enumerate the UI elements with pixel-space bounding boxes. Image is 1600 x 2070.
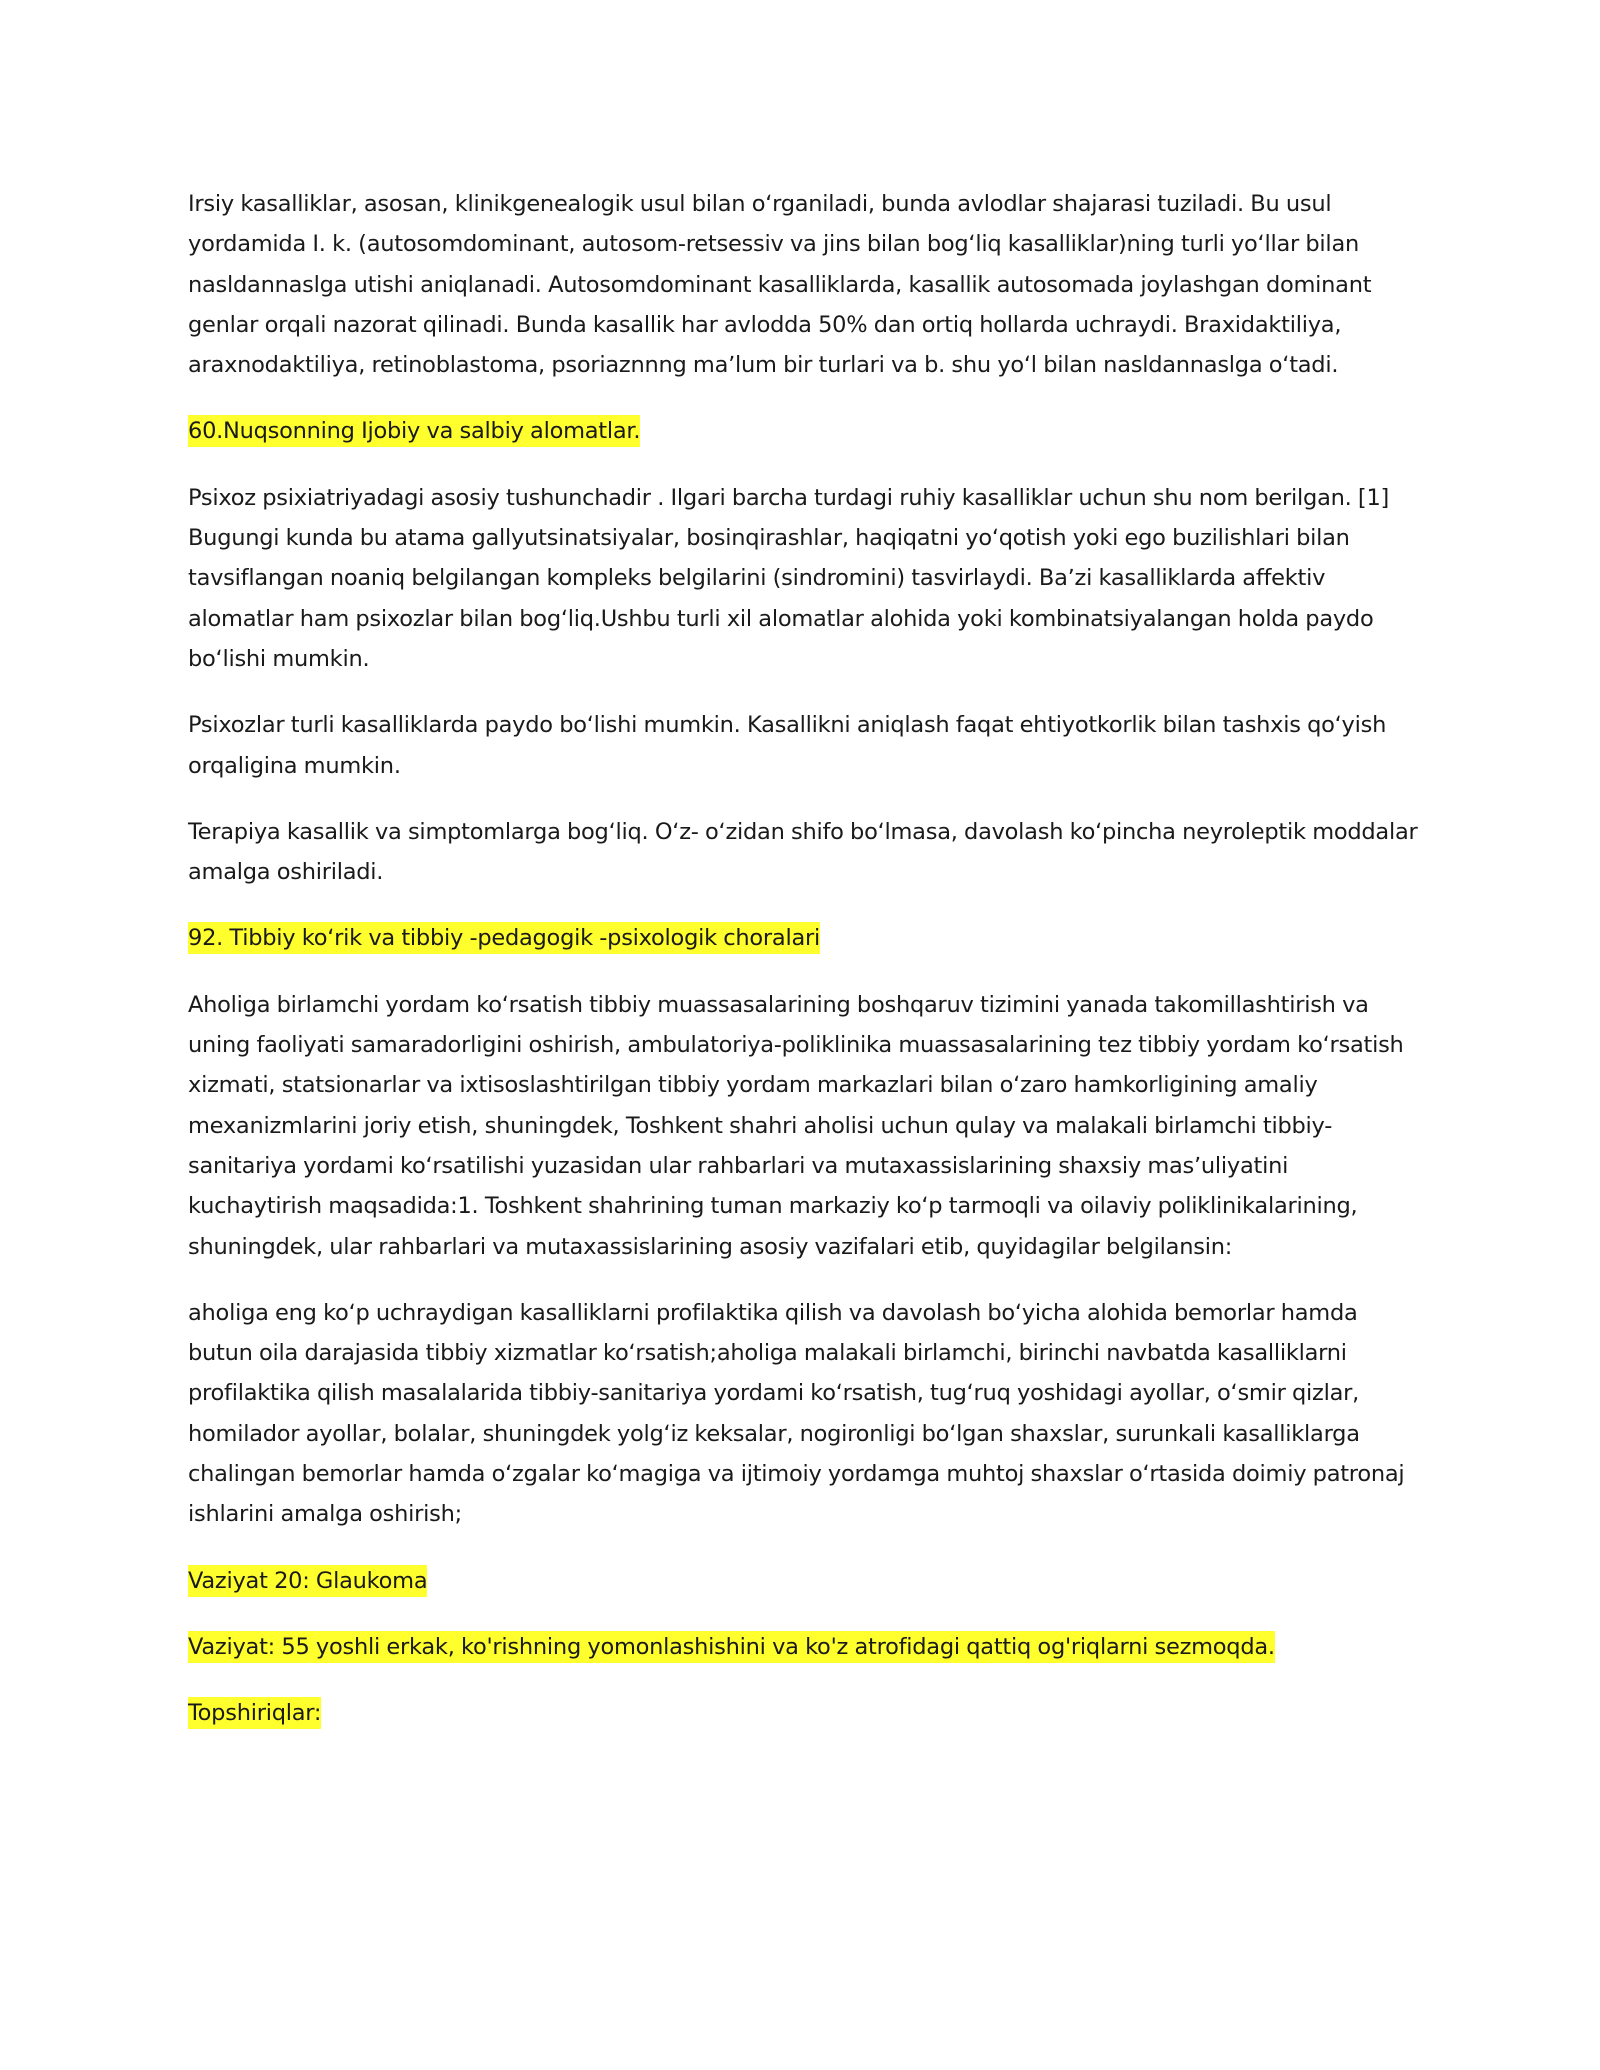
paragraph-therapy <box>188 812 1423 893</box>
highlighted-situation-text: Vaziyat: 55 yoshli erkak, ko'rishning yomonlashishini va ko'z atrofidagi qattiq og'riqlarni sezmoqda. <box>188 1631 1275 1663</box>
heading-60-highlighted <box>188 411 1423 451</box>
highlighted-heading-text: Vaziyat 20: Glaukoma <box>188 1565 427 1597</box>
highlighted-tasks-text: Topshiriqlar: <box>188 1697 321 1729</box>
paragraph-text: Psixoz psixiatriyadagi asosiy tushunchadir . Ilgari barcha turdagi ruhiy kasalliklar uchun shu nom berilgan. [1] Bugungi kunda bu atama gallyutsinatsiyalar, bosinqirashlar, haqiqatni yoʻqotish yoki ego buzilishlari bilan tavsiflangan noaniq belgilangan kompleks belgilarini (sindromini) tasvirlaydi. Baʼzi kasalliklarda affektiv alomatlar ham psixozlar bilan bogʻliq.Ushbu turli xil alomatlar alohida yoki kombinatsiyalangan holda paydo boʻlishi mumkin. <box>188 484 1390 672</box>
highlighted-heading-text: 60.Nuqsonning Ijobiy va salbiy alomatlar. <box>188 415 640 447</box>
paragraph-prevention <box>188 1293 1423 1535</box>
paragraph-text: Psixozlar turli kasalliklarda paydo boʻlishi mumkin. Kasallikni aniqlash faqat ehtiyotkorlik bilan tashxis qoʻyish orqaligina mumkin. <box>188 712 1387 779</box>
paragraph-text: aholiga eng koʻp uchraydigan kasalliklarni profilaktika qilish va davolash boʻyicha alohida bemorlar hamda butun oila darajasida tibbiy xizmatlar koʻrsatish;aholiga malakali birlamchi, birinchi navbatda kasalliklarni profilaktika qilish masalalarida tibbiy-sanitariya yordami koʻrsatish, tugʻruq yoshidagi ayollar, oʻsmir qizlar, homilador ayollar, bolalar, shuningdek yolgʻiz keksalar, nogironligi boʻlgan shaxslar, surunkali kasalliklarga chalingan bemorlar hamda oʻzgalar koʻmagiga va ijtimoiy yordamga muhtoj shaxslar oʻrtasida doimiy patronaj ishlarini amalga oshirish; <box>188 1299 1405 1528</box>
paragraph-text: Aholiga birlamchi yordam koʻrsatish tibbiy muassasalarining boshqaruv tizimini yanada takomillashtirish va uning faoliyati samaradorligini oshirish, ambulatoriya-poliklinika muassasalarining tez tibbiy yordam koʻrsatish xizmati, statsionarlar va ixtisoslashtirilgan tibbiy yordam markazlari bilan oʻzaro hamkorligining amaliy mexanizmlarini joriy etish, shuningdek, Toshkent shahri aholisi uchun qulay va malakali birlamchi tibbiy-sanitariya yordami koʻrsatilishi yuzasidan ular rahbarlari va mutaxassislarining shaxsiy masʼuliyatini kuchaytirish maqsadida:1. Toshkent shahrining tuman markaziy koʻp tarmoqli va oilaviy poliklinikalarining, shuningdek, ular rahbarlari va mutaxassislarining asosiy vazifalari etib, quyidagilar belgilansin: <box>188 991 1404 1260</box>
document-body <box>188 184 1423 1760</box>
paragraph-text: Irsiy kasalliklar, asosan, klinikgenealogik usul bilan oʻrganiladi, bunda avlodlar shajarasi tuziladi. Bu usul yordamida I. k. (autosomdominant, autosom-retsessiv va jins bilan bogʻliq kasalliklar)ning turli yoʻllar bilan nasldannaslga utishi aniqlanadi. Autosomdominant kasalliklarda, kasallik autosomada joylashgan dominant genlar orqali nazorat qilinadi. Bunda kasallik har avlodda 50% dan ortiq hollarda uchraydi. Braxidaktiliya, araxnodaktiliya, retinoblastoma, psoriaznnng maʼlum bir turlari va b. shu yoʻl bilan nasldannaslga oʻtadi. <box>188 191 1372 379</box>
paragraph-text: Terapiya kasallik va simptomlarga bogʻliq. Oʻz- oʻzidan shifo boʻlmasa, davolash koʻpincha neyroleptik moddalar amalga oshiriladi. <box>188 818 1418 886</box>
paragraph-psychosis-diagnosis <box>188 705 1423 786</box>
situation-description-highlighted <box>188 1627 1423 1667</box>
paragraph-hereditary-diseases <box>188 184 1423 385</box>
highlighted-heading-text: 92. Tibbiy koʻrik va tibbiy -pedagogik -psixologik choralari <box>188 922 820 954</box>
paragraph-primary-care <box>188 985 1423 1267</box>
paragraph-psychosis <box>188 478 1423 679</box>
tasks-heading-highlighted <box>188 1693 1423 1733</box>
heading-situation-20-highlighted <box>188 1561 1423 1601</box>
heading-92-highlighted <box>188 918 1423 958</box>
